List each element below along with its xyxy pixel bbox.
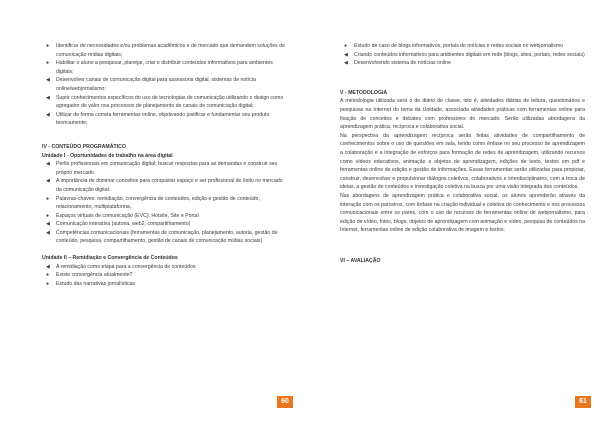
bullet-icon: ◀ [46, 221, 50, 228]
list-item [42, 177, 287, 194]
bullet-icon: ◀ [344, 51, 348, 58]
unit2-list [42, 263, 287, 289]
list-item [42, 212, 287, 221]
list-item-text: Estudo de caso de blogs informativos, portais de notícias e redes sociais no webjornalismo [354, 43, 564, 49]
bullet-icon: ◀ [344, 60, 348, 67]
list-item [42, 263, 287, 272]
list-item-text: Existe convergência atualmente? [56, 272, 133, 279]
list-item-text: Identificar de necessidades e/ou problemas acadêmicos e de mercado que demandem soluções de comunicação mídias digitais; [56, 43, 285, 58]
bullet-icon: ◀ [46, 263, 50, 270]
list-item [42, 271, 287, 280]
list-item-text: A remidiação como etapa para a convergência de conteúdos [56, 263, 196, 270]
unit2-title: Unidade II – Remidiação e Convergência de Conteúdos [42, 255, 178, 262]
bullet-icon: ◀ [46, 94, 50, 101]
unit1-list [42, 160, 287, 246]
page-number-right: 61 [575, 396, 591, 408]
bullet-icon: ● [46, 212, 50, 219]
list-item-text: Palavras-chaves: remidiação, convergência de conteúdos, edição e gestão de conteúdo, relacionamento, multiplataforma, [56, 195, 260, 211]
list-item-text: Competências comunicacionais (ferramentas de comunicação, planejamento, autoria, gestão de conteúdo, pesquisa, compartilhamento, gestão de canais de comunicação mídias sociais) [56, 229, 278, 245]
list-item [42, 280, 287, 289]
right-column [340, 42, 585, 265]
paragraph: A metodologia utilizada será o de diário de classe, isto é, atividades diárias de leitura, questionários e pesquisas na Internet do tema da Unidade, associada atividades práticas com ferramentas online para fixação de conceitos e debates com professores do mercado. Serão utilizadas abordagens da aprendizagem prática, recíproca e colaborativa social. [340, 98, 585, 131]
objectives-list [42, 42, 287, 128]
bullet-icon: ● [46, 60, 50, 67]
bullet-icon: ◀ [46, 77, 50, 84]
list-item [42, 42, 287, 59]
list-item-text: Utilizar de forma correta ferramentas online, objetivando justificar e fundamentar seu produto teoricamente; [56, 111, 270, 127]
list-item-text: A importância de dominar conceitos para conquistar espaço e ser profissional de êxito no mercado da comunicação digital. [56, 178, 283, 193]
bullet-icon: ● [46, 43, 50, 49]
list-item-text: Habilitar o aluno a pesquisar, planejar, criar e distribuir conteúdos informativos para ambientes digitais; [56, 60, 273, 75]
list-item [42, 59, 287, 76]
list-item-text: Perfis profissionais em comunicação digital: buscar respostas para as demandas e construir seu próprio mercado [56, 161, 278, 176]
list-item [42, 76, 287, 93]
list-item-text: Desenvolvendo sistema de notícias online [354, 60, 451, 67]
unit-continuation-list [340, 42, 585, 68]
bullet-icon: ◀ [46, 178, 50, 185]
list-item [340, 51, 585, 60]
bullet-icon: ● [344, 43, 348, 49]
list-item [340, 59, 585, 68]
list-item [42, 111, 287, 128]
paragraph: Na perspectiva da aprendizagem recíproca serão feitas atividades de compartilhamento de conhecimentos sobre o uso de questões em sala, tendo como ênfase no seu processo de aprendizagem a colaboração e a integração de esforços para formação de redes de aprendizagem, utilizando recursos como vídeos educativos, animação e objetos de aprendizagem, edições de texto, textos em pdf e ferramentas online de edição e gestão de informações. Essas ferramentas serão utilizadas para propiciar, construir, desenvolver e propulsionar diálogos coletivos, colaborativos e interdisciplinares, com a troca de ideias, a gestão de conteúdos e investigação coletiva na busca por uma visão integrada dos conteúdos. [340, 132, 585, 191]
list-item-text: Espaços virtuais de comunicação (EVC): Hotsite, Site e Portal [56, 212, 199, 219]
method-text [340, 97, 585, 235]
bullet-icon: ● [46, 272, 50, 279]
right-page [300, 0, 600, 424]
bullet-icon: ● [46, 280, 50, 287]
list-item [42, 160, 287, 177]
left-column [42, 42, 287, 288]
section-title-evaluation: VI – AVALIAÇÃO [340, 257, 381, 264]
list-item [42, 94, 287, 111]
section-title-content: IV - CONTEÚDO PROGRAMÁTICO [42, 143, 126, 150]
list-item [42, 229, 287, 246]
list-item-text: Desenvolver canais de comunicação digital para assessoria digital, sistemas de notícia online/webjornalismo; [56, 77, 256, 92]
unit1-title: Unidade I - Oportunidades de trabalho na área digital [42, 152, 173, 159]
bullet-icon: ◀ [46, 229, 50, 236]
list-item-text: Suprir conhecimentos específicos do uso de tecnologias de comunicação utilizando o design como agregador de valor nos processos de planejamento de canais de comunicação digital; [56, 94, 284, 110]
paragraph: Nas abordagens de aprendizagem prática e colaborativa social, os alunos aprenderão através da interação com os parceiros, com ênfase na criação individual e coletiva do conhecimento e nos processos comunicacionais entre os pares, com o uso de recursos de ferramentas online de webjornalismo, para edição de vídeo, fotos, blogs, objetos de aprendizagem com animação e vídeo, pesquisa de conteúdos na Internet, ferramentas online de edição colaborativa de imagem e textos. [340, 192, 585, 234]
list-item-text: Comunicação interativa (autoria, web2, compartilhamento) [56, 221, 191, 228]
list-item-text: Estudo das narrativas jornalísticas [56, 280, 136, 287]
list-item [42, 220, 287, 229]
section-title-method: V - METODOLOGIA [340, 89, 388, 96]
bullet-icon: ◀ [46, 111, 50, 118]
list-item-text: Criando conteúdos informativos para ambientes digitais em rede (blogs, sites, portais, redes sociais) [354, 51, 585, 58]
list-item [340, 42, 585, 51]
list-item [42, 195, 287, 212]
page-number-left: 60 [277, 396, 293, 408]
bullet-icon: ◀ [46, 161, 50, 168]
bullet-icon: ● [46, 195, 50, 202]
